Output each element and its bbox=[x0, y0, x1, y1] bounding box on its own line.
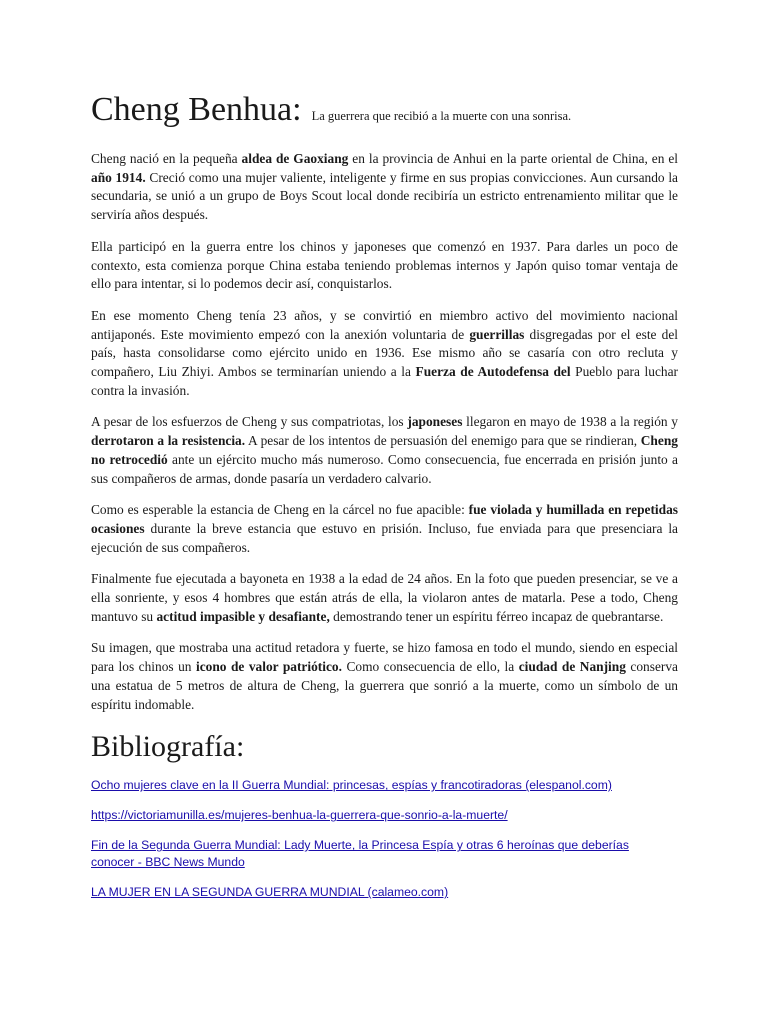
body-paragraph bbox=[91, 639, 678, 714]
text-run: Ella participó en la guerra entre los chinos y japoneses que comenzó en 1937. Para darles un poco de contexto, esta comienza porque China estaba teniendo problemas internos y Japón quiso tomar ventaja de ello para intentar, si lo podemos decir así, conquistarlos. bbox=[91, 238, 678, 292]
text-run: Como consecuencia de ello, la bbox=[341, 659, 519, 675]
bold-text: japoneses bbox=[407, 414, 463, 430]
text-run: disgregadas por el este del país, hasta consolidarse como ejército unido en 1936. Ese mismo año se casaría con otro recluta y compañero, Liu Zhiyi. Ambos se terminarían uniendo a la bbox=[91, 326, 678, 380]
body-paragraph bbox=[91, 413, 678, 488]
body-paragraph bbox=[91, 150, 678, 225]
body-paragraph bbox=[91, 570, 678, 626]
text-run: Como es esperable la estancia de Cheng en la cárcel no fue apacible: bbox=[91, 502, 469, 518]
text-run: Pueblo para luchar contra la invasión. bbox=[91, 364, 678, 398]
bibliography-link[interactable]: LA MUJER EN LA SEGUNDA GUERRA MUNDIAL (calameo.com) bbox=[91, 885, 449, 900]
bold-text: icono de valor patriótico. bbox=[195, 659, 342, 675]
title-subtitle: La guerrera que recibió a la muerte con una sonrisa. bbox=[311, 109, 572, 123]
text-run: conserva una estatua de 5 metros de altura de Cheng, la guerrera que sonrió a la muerte, como un símbolo de un espíritu indomable. bbox=[91, 659, 678, 712]
bold-text: actitud impasible y desafiante, bbox=[156, 608, 330, 624]
body-paragraph bbox=[91, 501, 678, 557]
text-run: A pesar de los esfuerzos de Cheng y sus compatriotas, los bbox=[91, 414, 408, 430]
text-run: Creció como una mujer valiente, inteligente y firme en sus propias convicciones. Aun cursando la secundaria, se unió a un grupo de Boys Scout local donde recibiría un estricto entrenamiento militar que le serviría años después. bbox=[91, 169, 678, 223]
text-run: En ese momento Cheng tenía 23 años, y se convirtió en miembro activo del movimiento nacional antijaponés. Este movimiento empezó con la anexión voluntaria de bbox=[91, 307, 678, 342]
bibliography-heading: Bibliografía: bbox=[91, 730, 245, 764]
text-run: Finalmente fue ejecutada a bayoneta en 1938 a la edad de 24 años. En la foto que pueden presenciar, se ve a ella sonriente, y esos 4 hombres que están atrás de ella, la violaron antes de matarla. Pese a todo, Cheng mantuvo su bbox=[91, 571, 678, 624]
bold-text: Fuerza de Autodefensa del bbox=[415, 364, 571, 380]
bibliography-list bbox=[91, 777, 678, 901]
body-paragraph bbox=[91, 238, 678, 294]
bold-text: ciudad de Nanjing bbox=[518, 659, 626, 675]
bibliography-link[interactable]: Ocho mujeres clave en la II Guerra Mundial: princesas, espías y francotiradoras (elespanol.com) bbox=[91, 778, 612, 793]
bibliography-link[interactable]: Fin de la Segunda Guerra Mundial: Lady Muerte, la Princesa Espía y otras 6 heroínas que deberías conocer - BBC News Mundo bbox=[91, 838, 629, 870]
text-run: ante un ejército mucho más numeroso. Como consecuencia, fue encerrada en prisión junto a sus compañeros de armas, donde pasaría un verdadero calvario. bbox=[91, 451, 678, 486]
text-run: Cheng nació en la pequeña bbox=[91, 151, 242, 166]
bold-text: fue violada y humillada en repetidas ocasiones bbox=[91, 502, 678, 536]
bold-text: Cheng no retrocedió bbox=[91, 433, 678, 467]
text-run: llegaron en mayo de 1938 a la región y bbox=[462, 414, 678, 430]
bold-text: derrotaron a la resistencia. bbox=[91, 433, 246, 449]
text-run: Su imagen, que mostraba una actitud retadora y fuerte, se hizo famosa en todo el mundo, siendo en especial para los chinos un bbox=[91, 640, 678, 675]
bold-text: guerrillas bbox=[469, 326, 525, 342]
text-run: en la provincia de Anhui en la parte oriental de China, en el bbox=[348, 151, 678, 166]
text-run: A pesar de los intentos de persuasión del enemigo para que se rindieran, bbox=[245, 433, 641, 449]
text-run: demostrando tener un espíritu férreo incapaz de quebrantarse. bbox=[329, 608, 664, 624]
bold-text: año 1914. bbox=[91, 169, 146, 185]
bold-text: aldea de Gaoxiang bbox=[241, 151, 349, 166]
title-main: Cheng Benhua: bbox=[91, 91, 302, 128]
text-run: durante la breve estancia que estuvo en prisión. Incluso, fue enviada para que presenciara la ejecución de sus compañeros. bbox=[91, 520, 678, 555]
document-title bbox=[91, 90, 678, 136]
document-page bbox=[91, 90, 678, 914]
body-paragraph bbox=[91, 307, 678, 401]
bibliography-link[interactable]: https://victoriamunilla.es/mujeres-benhua-la-guerrera-que-sonrio-a-la-muerte/ bbox=[91, 808, 508, 823]
article-body bbox=[91, 150, 678, 714]
